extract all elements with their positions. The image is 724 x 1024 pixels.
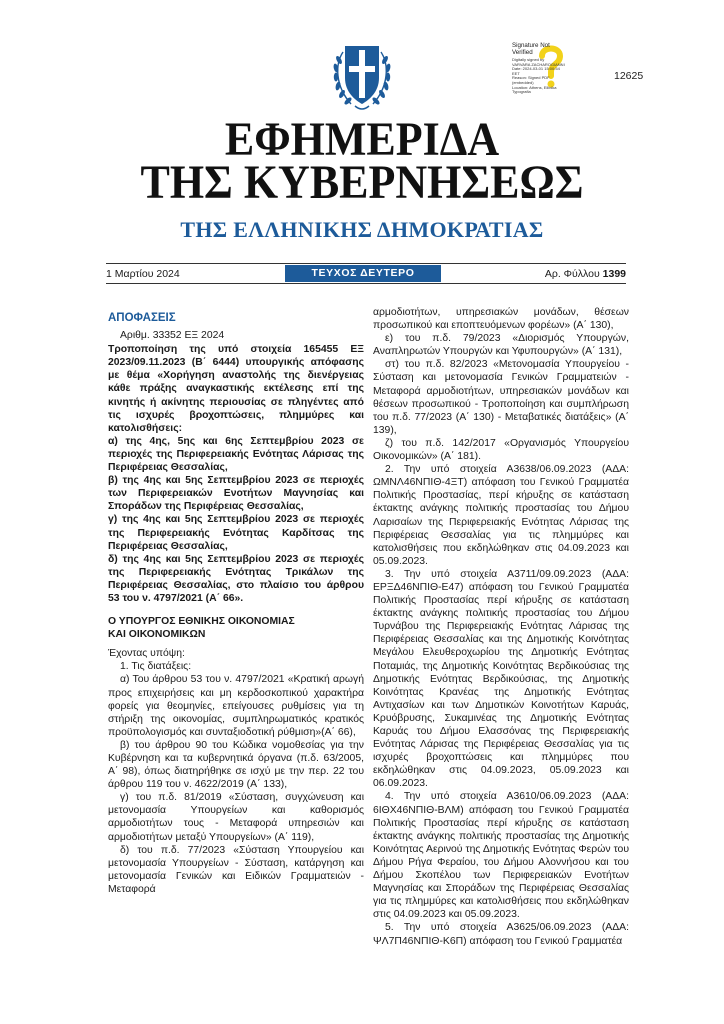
body-paragraph: 2. Την υπό στοιχεία Α3638/06.09.2023 (ΑΔΑ: ΩΜΝΛ46ΝΠΙΘ-4ΞΤ) απόφαση του Γενικού Γραμματέα Πολιτικής Προστασίας, περί κήρυξης σε κατάσταση έκτακτης ανάγκης πολιτικής προστασίας του Δήμου Λαρισαίων της Περιφερειακής Ενότητας Λάρισας της Περιφέρειας Θεσσαλίας για τις πλημμύρες και κατολισθήσεις που εκδηλώθηκαν στις 04.09.2023 και 05.09.2023. [373, 464, 629, 567]
considering-heading: Έχοντας υπόψη: [108, 648, 185, 660]
provision-paragraph: α) Του άρθρου 53 του ν. 4797/2021 «Κρατική αρωγή προς επιχειρήσεις και μη κερδοσκοπικού χαρακτήρα φορείς για θεομηνίες, επείγουσες ρυθμίσεις για τη στήριξη της οικονομίας, συμπληρωματικός κρατικός προϋπολογισμός και συνταξιοδοτική ρύθμιση»(Α΄ 66), [108, 674, 364, 738]
signature-detail: VARVARA ZACHAROGIANNI [512, 62, 565, 67]
masthead-subtitle: ΤΗΣ ΕΛΛΗΝΙΚΗΣ ΔΗΜΟΚΡΑΤΙΑΣ [180, 217, 544, 242]
decision-reference: Αριθμ. 33352 ΕΞ 2024 [120, 330, 225, 342]
masthead-title-line1: ΕΦΗΜΕΡΙΔΑ [224, 113, 500, 166]
signature-status-line1: Signature Not [512, 42, 550, 49]
issue-type-badge: ΤΕΥΧΟΣ ΔΕΥΤΕΡΟ [285, 265, 441, 282]
body-paragraph: αρμοδιοτήτων, υπηρεσιακών μονάδων, θέσεων προσωπικού και εποπτευόμενων φορέων» (Α΄ 130), [373, 307, 629, 332]
header-rule-bottom [106, 283, 626, 284]
body-paragraph: 4. Την υπό στοιχεία Α3610/06.09.2023 (ΑΔΑ: 6ΙΘΧ46ΝΠΙΘ-ΒΛΜ) απόφαση του Γενικού Γραμματέα Πολιτικής Προστασίας περί κήρυξης σε κατάσταση έκτακτης ανάγκης πολιτικής προστασίας της Δημοτικής Κοινότητας Αερινού της Δημοτικής Ενότητας Φερών του Δήμου Ρήγα Φεραίου, του Δήμου Αλοννήσου και του Δήμου Σκοπέλου των Περιφερειακών Ενοτήτων Μαγνησίας και Σποράδων της Περιφέρειας Θεσσαλίας για τις πλημμύρες και κατολισθήσεις που εκδηλώθηκαν στις 04.09.2023 και 05.09.2023. [373, 791, 629, 921]
signature-detail: Typografia [512, 90, 531, 95]
decision-title: Τροποποίηση της υπό στοιχεία 165455 ΕΞ 2023/09.11.2023 (Β΄ 6444) υπουργικής απόφασης με θέμα «Χορήγηση αναστολής της διενέργειας κάθε πράξης αναγκαστικής εκτέλεσης επί της κινητής ή ακίνητης περιουσίας σε πληγέντες από τις ισχυρές βροχοπτώσεις, πλημμύρες και κατολισθήσεις: [108, 344, 364, 434]
signature-status-line2: Verified [512, 49, 533, 56]
sheet-number-value: 1399 [602, 268, 626, 280]
body-paragraph: στ) του π.δ. 82/2023 «Μετονομασία Υπουργείου - Σύσταση και μετονομασία Γενικών Γραμματειών - Μεταφορά αρμοδιοτήτων, υπηρεσιακών μονάδων και θέσεων προσωπικού - Τροποποίηση και συμπλήρωση του π.δ. 77/2023 (Α΄ 130) - Μεταβατικές διατάξεις» (Α΄ 139), [373, 359, 629, 436]
signature-detail: (embedded) [512, 80, 534, 85]
decision-item: α) της 4ης, 5ης και 6ης Σεπτεμβρίου 2023 σε περιοχές της Περιφερειακής Ενότητας Λάρισας της Περιφέρειας Θεσσαλίας, [108, 435, 364, 474]
right-column [373, 306, 629, 948]
masthead-title-line2: ΤΗΣ ΚΥΒΕΡΝΗΣΕΩΣ [140, 156, 584, 209]
signature-detail: Digitally signed by [512, 58, 545, 62]
body-paragraph: 3. Την υπό στοιχεία Α3711/09.09.2023 (ΑΔΑ: ΕΡΞΔ46ΝΠΙΘ-Ε47) απόφαση του Γενικού Γραμματέα Πολιτικής Προστασίας περί κήρυξης σε κατάσταση έκτακτης ανάγκης πολιτικής προστασίας του Δήμου Τυρνάβου της Περιφερειακής Ενότητας Λάρισας της Περιφέρειας Θεσσαλίας και της Δημοτικής Κοινότητας Μεγάλου Ελευθεροχωρίου της Δημοτικής Ενότητας Ποταμιάς, της Δημοτικής Κοινότητας Βερδικούσιας της Δημοτικής Ενότητας Βερδικούσιας, της Δημοτικής Κοινότητας Κρανέας της Δημοτικής Ενότητας Αντιχασίων και των Δημοτικών Κοινοτήτων Καρυάς, Κρυόβρυσης, Συκαμινέας της Δημοτικής Ενότητας Καρυάς του Δήμου Ελασσόνας της Περιφερειακής Ενότητας Λάρισας της Περιφέρειας Θεσσαλίας για τις ισχυρές βροχοπτώσεις και πλημμύρες που εκδηλώθηκαν στις 04.09.2023, 05.09.2023 και 06.09.2023. [373, 568, 629, 790]
decision-item: β) της 4ης και 5ης Σεπτεμβρίου 2023 σε περιοχές των Περιφερειακών Ενοτήτων Μαγνησίας και Σποράδων της Περιφέρειας Θεσσαλίας, [108, 475, 364, 513]
signature-details [512, 58, 568, 95]
body-paragraph: ε) του π.δ. 79/2023 «Διορισμός Υπουργών, Αναπληρωτών Υπουργών και Υφυπουργών» (Α΄ 131), [373, 333, 629, 358]
issue-date: 1 Μαρτίου 2024 [106, 268, 180, 280]
left-column [108, 300, 364, 896]
issue-number: 12625 [614, 70, 644, 82]
minister-title-line2: ΚΑΙ ΟΙΚΟΝΟΜΙΚΩΝ [108, 629, 206, 641]
section-title: ΑΠΟΦΑΣΕΙΣ [108, 312, 176, 324]
signature-detail: Date: 2024-03-01 15:00:54 [512, 67, 560, 72]
provision-paragraph: γ) του π.δ. 81/2019 «Σύσταση, συγχώνευση και μετονομασία Υπουργείων και καθορισμός αρμοδιοτήτων τους - Μεταφορά υπηρεσιών και αρμοδιοτήτων μεταξύ Υπουργείων» (Α΄ 119), [108, 792, 364, 843]
provisions-intro: 1. Τις διατάξεις: [120, 661, 192, 673]
sheet-number-label: Αρ. Φύλλου [544, 268, 600, 280]
provision-paragraph: δ) του π.δ. 77/2023 «Σύσταση Υπουργείου και μετονομασία Υπουργείων - Σύσταση, κατάργηση και μετονομασία Γενικών και Ειδικών Γραμματειών - Μεταφορά [108, 844, 364, 895]
signature-status [512, 42, 582, 56]
decision-item: δ) της 4ης και 5ης Σεπτεμβρίου 2023 σε περιοχές της Περιφερειακής Ενότητας Τρικάλων της Περιφέρειας Θεσσαλίας, στο πλαίσιο του άρθρου 53 του ν. 4797/2021 (Α΄ 66». [108, 553, 364, 604]
header-rule-top [106, 263, 626, 264]
sheet-number [502, 268, 626, 280]
body-paragraph: 5. Την υπό στοιχεία Α3625/06.09.2023 (ΑΔΑ: ΨΛ7Π46ΝΠΙΘ-Κ6Π) απόφαση του Γενικού Γραμματέα [373, 922, 629, 947]
minister-title-line1: Ο ΥΠΟΥΡΓΟΣ ΕΘΝΙΚΗΣ ΟΙΚΟΝΟΜΙΑΣ [108, 616, 295, 628]
decision-item: γ) της 4ης και 5ης Σεπτεμβρίου 2023 σε περιοχές της Περιφερειακής Ενότητας Καρδίτσας της Περιφέρειας Θεσσαλίας, [108, 514, 364, 552]
provision-paragraph: β) του άρθρου 90 του Κώδικα νομοθεσίας για την Κυβέρνηση και τα κυβερνητικά όργανα (π.δ. 63/2005, Α΄ 98), όπως διατηρήθηκε σε ισχύ με την περ. 22 του άρθρου 119 του ν. 4622/2019 (Α΄ 133), [108, 739, 364, 791]
signature-detail: Reason: Signed PDF [512, 76, 550, 81]
signature-detail: Location: Athens, Ellinika [512, 85, 557, 90]
body-paragraph: ζ) του π.δ. 142/2017 «Οργανισμός Υπουργείου Οικονομικών» (Α΄ 181). [373, 437, 629, 463]
greek-coat-of-arms-emblem [329, 34, 395, 114]
signature-detail: EET [512, 71, 520, 76]
